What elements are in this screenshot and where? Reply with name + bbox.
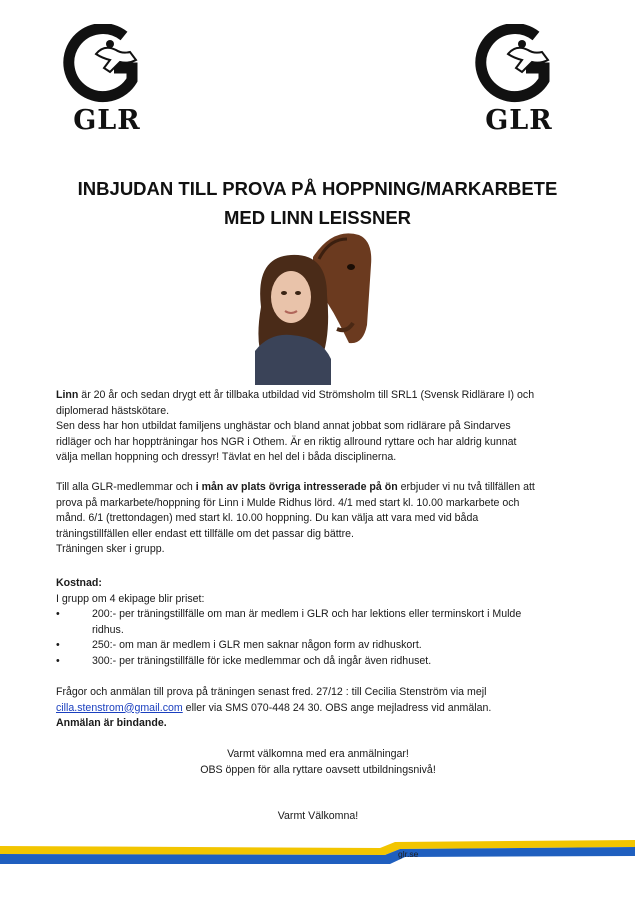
closing-block [56, 746, 580, 778]
offer-bold: i mån av plats övriga intresserade på ön [195, 481, 398, 493]
cost-b1-line-2: ridhus. [92, 623, 124, 636]
horse-jumper-icon [62, 24, 152, 104]
offer-paragraph [56, 480, 580, 558]
glr-logo-right [474, 24, 564, 136]
offer-line-3: månd. 6/1 (trettondagen) med start kl. 10.00 hoppning. Du kan välja att vara med vid båda [56, 512, 479, 525]
intro-line-1: är 20 år och sedan drygt ett år tillbaka utbildad vid Strömsholm till SRL1 (Svensk Ridlärare I) och [78, 389, 535, 401]
cost-bullet-2 [56, 638, 580, 654]
offer-line-2: prova på markarbete/hoppning för Linn i Mulde Ridhus lörd. 4/1 med start kl. 10.00 markarbete och [56, 496, 520, 509]
cost-section [56, 576, 580, 670]
closing-final: Varmt Välkomna! [277, 810, 359, 822]
contact-line-2: eller via SMS 070-448 24 30. OBS ange mejladress vid anmälan. [182, 701, 492, 714]
email-link[interactable]: cilla.stenstrom@gmail.com [56, 701, 183, 714]
page-title [40, 174, 595, 232]
footer-stripes [0, 838, 635, 868]
offer-line-5: Träningen sker i grupp. [56, 543, 165, 556]
closing-line-2: OBS öppen för alla ryttare oavsett utbildningsnivå! [200, 764, 436, 776]
cost-b1-line-1: 200:- per träningstillfälle om man är medlem i GLR och har lektions eller terminskort i Mulde [92, 608, 522, 621]
cost-intro: I grupp om 4 ekipage blir priset: [56, 592, 205, 605]
cost-bullet-3 [56, 654, 580, 670]
intro-line-2: diplomerad hästskötare. [56, 404, 170, 417]
intro-line-5: välja mellan hoppning och dressyr! Tävlat en hel del i båda disciplinerna. [56, 451, 397, 464]
bullet-icon: • [56, 654, 60, 667]
intro-paragraph [56, 388, 580, 466]
cost-b3: 300:- per träningstillfälle för icke medlemmar och då ingår även ridhuset. [92, 654, 432, 667]
cost-b2: 250:- om man är medlem i GLR men saknar någon form av ridhuskort. [92, 639, 422, 652]
closing-line-1: Varmt välkomna med era anmälningar! [227, 748, 409, 760]
intro-line-4: ridläger och har hoppträningar hos NGR i Othem. Är en riktig allround ryttare och har aldrig kunnat [56, 435, 517, 448]
bullet-icon: • [56, 639, 60, 652]
horse-jumper-icon [474, 24, 564, 104]
cost-bullet-1 [56, 607, 580, 638]
offer-prefix: Till alla GLR-medlemmar och [56, 481, 196, 493]
intro-line-3: Sen dess har hon utbildat familjens unghästar och bland annat jobbat som ridlärare på Sindarves [56, 420, 511, 433]
cost-heading: Kostnad: [56, 577, 102, 589]
glr-logo-left [62, 24, 152, 136]
title-line-2: MED LINN LEISSNER [223, 207, 412, 228]
photo-linn-with-horse [255, 227, 375, 385]
binding-note: Anmälan är bindande. [56, 717, 167, 730]
contact-paragraph [56, 685, 580, 732]
intro-name: Linn [56, 389, 79, 401]
title-line-1: INBJUDAN TILL PROVA PÅ HOPPNING/MARKARBETE [77, 178, 558, 199]
footer-site: glr.se [398, 849, 419, 859]
logo-text: GLR [485, 105, 553, 136]
logo-text: GLR [73, 105, 141, 136]
contact-line-1: Frågor och anmälan till prova på träningen senast fred. 27/12 : till Cecilia Stenström via mejl [56, 686, 487, 698]
offer-line-4: träningstillfällen eller endast ett tillfälle om det passar dig bättre. [56, 527, 354, 540]
bullet-icon: • [56, 608, 60, 621]
offer-suffix: erbjuder vi nu två tillfällen att [397, 481, 535, 493]
